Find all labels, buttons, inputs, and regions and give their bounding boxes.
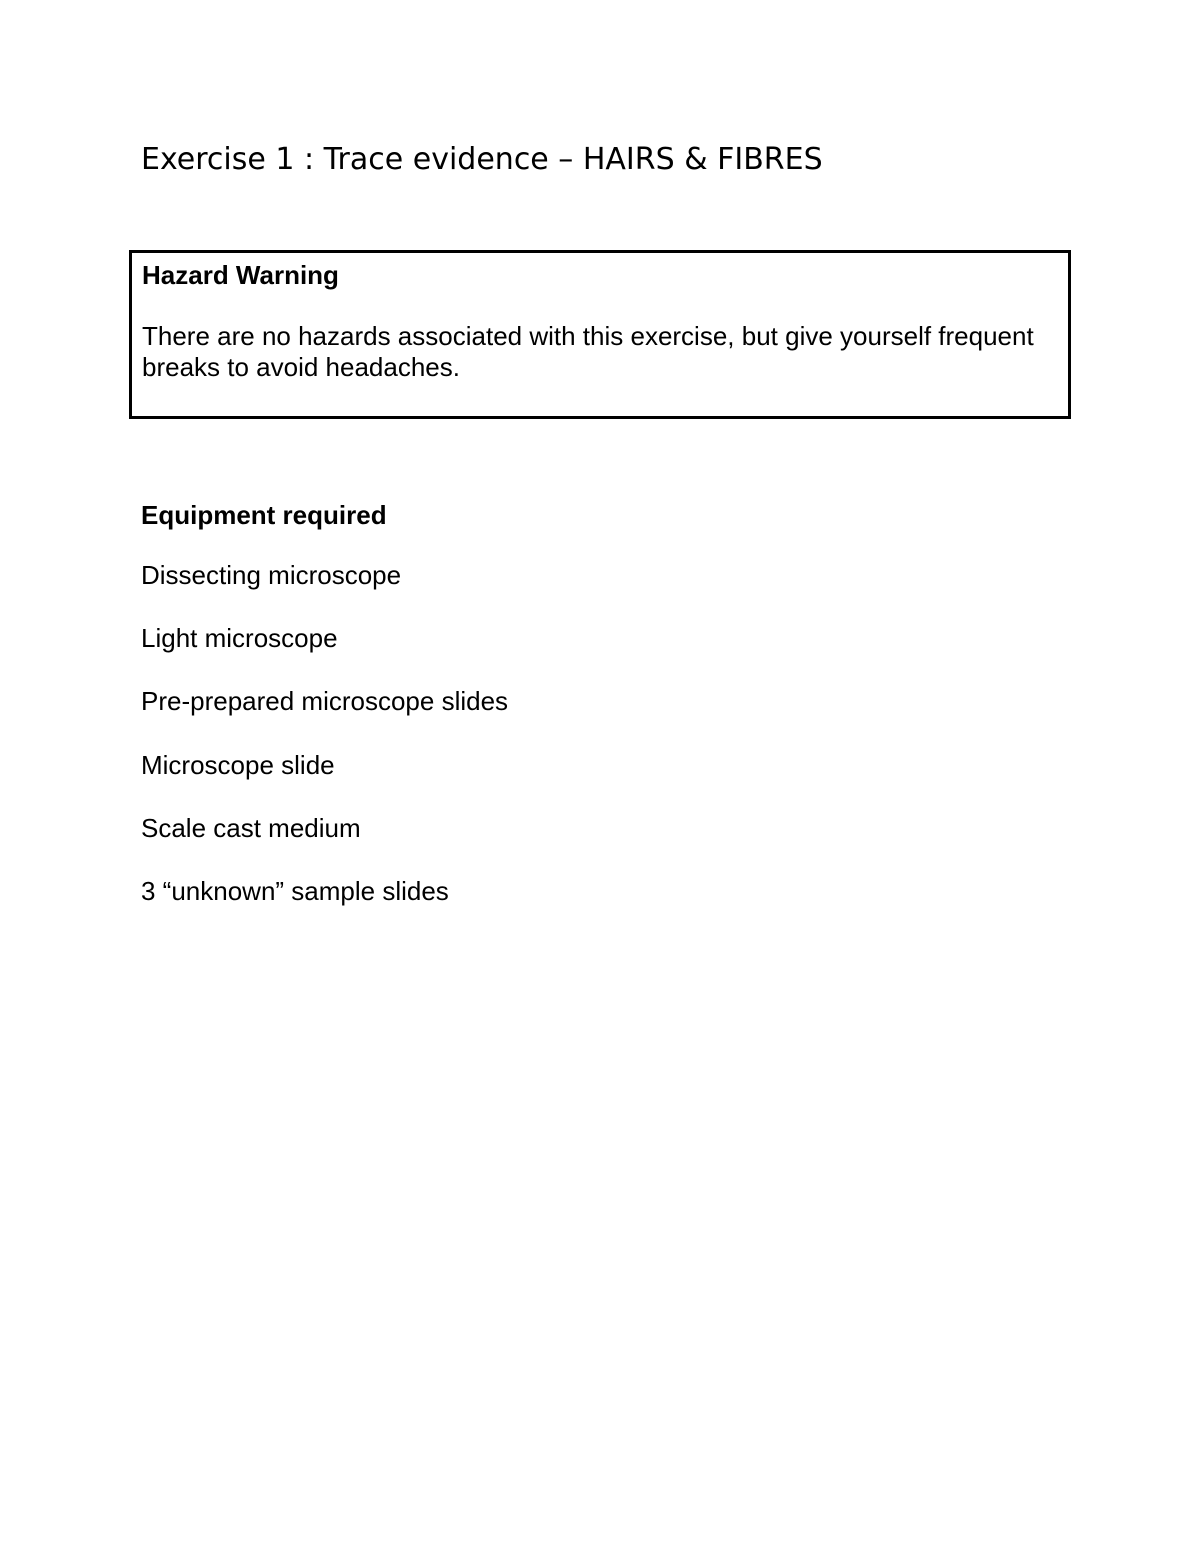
equipment-item: Scale cast medium xyxy=(141,812,361,843)
page-title: Exercise 1 : Trace evidence – HAIRS & FIBRES xyxy=(141,142,823,177)
equipment-item: 3 “unknown” sample slides xyxy=(141,875,449,906)
equipment-heading: Equipment required xyxy=(141,500,387,530)
equipment-item: Light microscope xyxy=(141,623,338,654)
equipment-item: Pre-prepared microscope slides xyxy=(141,686,509,717)
equipment-list xyxy=(141,559,508,938)
hazard-warning-text: There are no hazards associated with this exercise, but give yourself frequent breaks to avoid headaches. xyxy=(142,321,1034,382)
equipment-item: Microscope slide xyxy=(141,749,335,780)
equipment-item: Dissecting microscope xyxy=(141,560,402,590)
hazard-warning-box xyxy=(129,250,1071,419)
hazard-warning-heading: Hazard Warning xyxy=(142,260,339,290)
